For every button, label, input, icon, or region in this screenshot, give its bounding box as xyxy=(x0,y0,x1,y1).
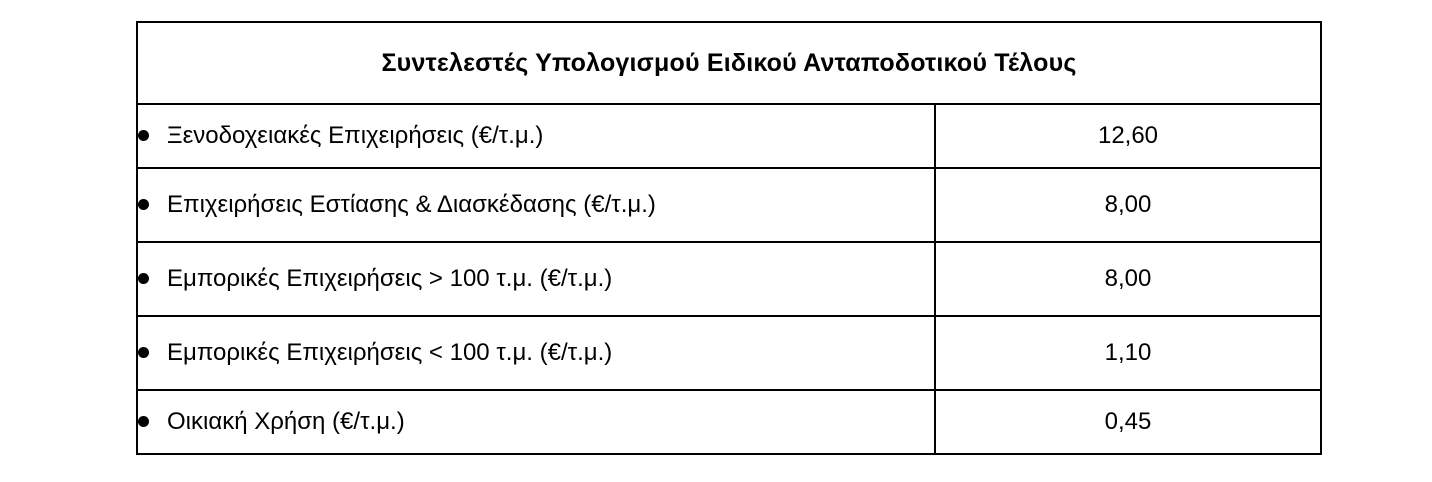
bullet-icon xyxy=(138,130,149,141)
row-label-cell xyxy=(137,390,935,454)
table-row xyxy=(137,316,1321,390)
row-label: Εμπορικές Επιχειρήσεις < 100 τ.μ. (€/τ.μ.) xyxy=(167,338,613,366)
row-label-cell xyxy=(137,242,935,316)
row-value: 1,10 xyxy=(935,316,1321,390)
row-label: Ξενοδοχειακές Επιχειρήσεις (€/τ.μ.) xyxy=(167,121,544,149)
row-label: Οικιακή Χρήση (€/τ.μ.) xyxy=(167,407,405,435)
row-label: Εμπορικές Επιχειρήσεις > 100 τ.μ. (€/τ.μ.) xyxy=(167,264,613,292)
table-row xyxy=(137,242,1321,316)
fee-table-container xyxy=(136,21,1320,455)
bullet-icon xyxy=(138,347,149,358)
table-row xyxy=(137,168,1321,242)
bullet-icon xyxy=(138,416,149,427)
row-value: 8,00 xyxy=(935,242,1321,316)
row-label-cell xyxy=(137,316,935,390)
table-title: Συντελεστές Υπολογισμού Ειδικού Ανταποδοτικού Τέλους xyxy=(137,22,1321,104)
row-value: 0,45 xyxy=(935,390,1321,454)
table-row xyxy=(137,104,1321,168)
fee-coefficients-table xyxy=(136,21,1322,455)
row-label: Επιχειρήσεις Εστίασης & Διασκέδασης (€/τ.μ.) xyxy=(167,190,656,218)
row-value: 8,00 xyxy=(935,168,1321,242)
bullet-icon xyxy=(138,273,149,284)
table-title-row xyxy=(137,22,1321,104)
row-value: 12,60 xyxy=(935,104,1321,168)
row-label-cell xyxy=(137,168,935,242)
row-label-cell xyxy=(137,104,935,168)
table-row xyxy=(137,390,1321,454)
bullet-icon xyxy=(138,199,149,210)
